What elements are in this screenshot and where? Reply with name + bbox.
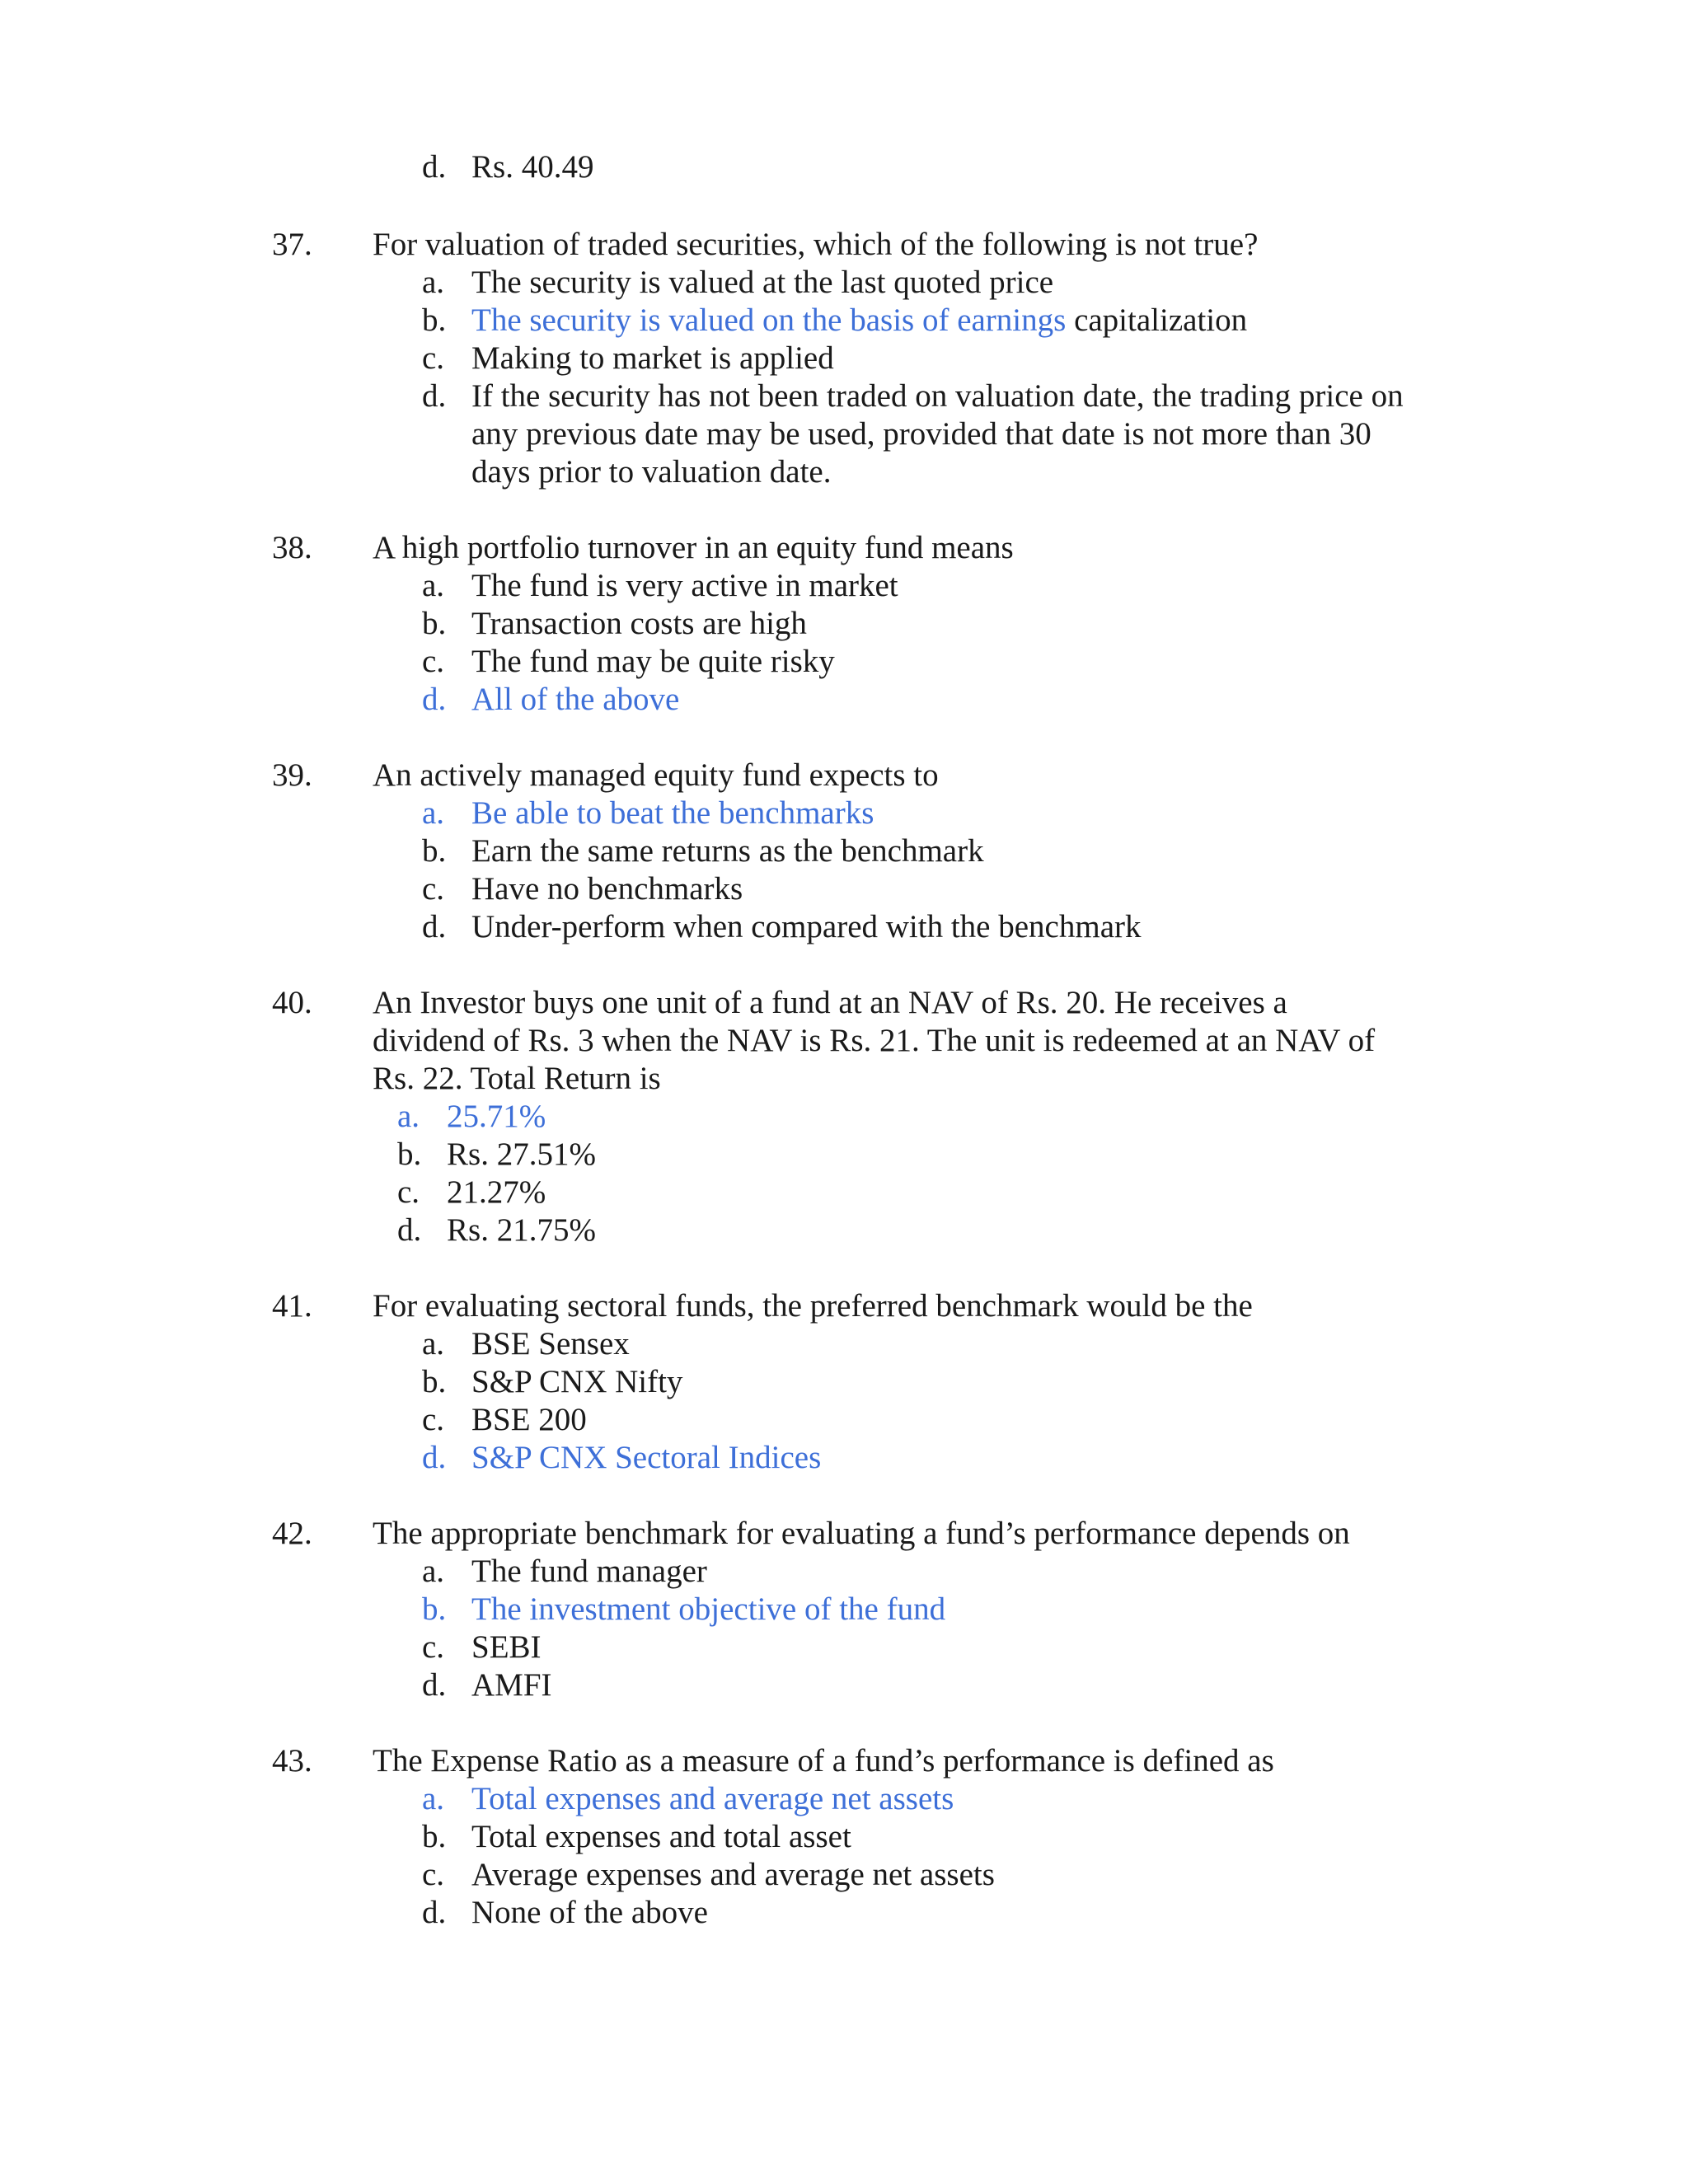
- option-text: The fund is very active in market: [471, 568, 898, 603]
- option-letter: a.: [422, 568, 445, 603]
- answer-highlight: Be able to beat the benchmarks: [471, 795, 874, 831]
- question-stem: The appropriate benchmark for evaluating a fund’s performance depends on: [373, 1516, 1350, 1551]
- question-stem: Rs. 22. Total Return is: [373, 1061, 661, 1096]
- option-letter: d.: [422, 682, 447, 717]
- question-stem: dividend of Rs. 3 when the NAV is Rs. 21. The unit is redeemed at an NAV of: [373, 1023, 1376, 1058]
- option-letter: d.: [422, 149, 447, 185]
- answer-highlight: The investment objective of the fund: [471, 1591, 946, 1627]
- option-text: Transaction costs are high: [471, 606, 807, 641]
- option-text: Under-perform when compared with the benchmark: [471, 909, 1142, 944]
- option-letter: c.: [422, 644, 445, 679]
- option-letter: a.: [422, 795, 445, 831]
- option-text: Rs. 27.51%: [447, 1137, 596, 1172]
- option-text: 21.27%: [447, 1174, 546, 1210]
- option-letter: b.: [422, 606, 447, 641]
- option-letter: d.: [422, 909, 447, 944]
- question-number: 37.: [272, 227, 312, 262]
- option-text: None of the above: [471, 1895, 708, 1930]
- option-text: If the security has not been traded on valuation date, the trading price on: [471, 378, 1404, 414]
- question-number: 41.: [272, 1288, 312, 1324]
- option-text: The security is valued at the last quoted price: [471, 265, 1054, 300]
- answer-highlight: 25.71%: [447, 1099, 546, 1134]
- option-letter: a.: [422, 1554, 445, 1589]
- option-letter: a.: [422, 265, 445, 300]
- option-letter: c.: [422, 1402, 445, 1437]
- option-letter: c.: [422, 1629, 445, 1665]
- option-letter: b.: [397, 1137, 422, 1172]
- option-text: Making to market is applied: [471, 340, 834, 376]
- option-letter: d.: [397, 1212, 422, 1248]
- question-number: 40.: [272, 985, 312, 1020]
- answer-highlight: The security is valued on the basis of earnings: [471, 302, 1067, 338]
- option-letter: a.: [397, 1099, 420, 1134]
- option-letter: b.: [422, 1819, 447, 1854]
- question-stem: For evaluating sectoral funds, the preferred benchmark would be the: [373, 1288, 1253, 1324]
- question-stem: The Expense Ratio as a measure of a fund’s performance is defined as: [373, 1743, 1274, 1779]
- option-text: Average expenses and average net assets: [471, 1857, 995, 1892]
- option-text: [471, 302, 1247, 340]
- option-letter: b.: [422, 1364, 447, 1399]
- question-stem: An Investor buys one unit of a fund at an NAV of Rs. 20. He receives a: [373, 985, 1287, 1020]
- option-text: BSE 200: [471, 1402, 587, 1437]
- option-text: The fund may be quite risky: [471, 644, 835, 679]
- option-text: SEBI: [471, 1629, 542, 1665]
- option-letter: c.: [422, 1857, 445, 1892]
- option-text: The fund manager: [471, 1554, 707, 1589]
- answer-highlight: Total expenses and average net assets: [471, 1781, 954, 1816]
- option-text-tail: capitalization: [1066, 302, 1248, 338]
- option-letter: c.: [422, 871, 445, 907]
- option-text: AMFI: [471, 1667, 552, 1703]
- question-stem: An actively managed equity fund expects to: [373, 757, 939, 793]
- option-letter: d.: [422, 378, 447, 414]
- option-text: Total expenses and total asset: [471, 1819, 851, 1854]
- option-text: BSE Sensex: [471, 1326, 630, 1361]
- option-letter: c.: [397, 1174, 420, 1210]
- question-number: 42.: [272, 1516, 312, 1551]
- option-text: Rs. 21.75%: [447, 1212, 596, 1248]
- option-text: Earn the same returns as the benchmark: [471, 833, 984, 869]
- option-letter: a.: [422, 1326, 445, 1361]
- option-letter: a.: [422, 1781, 445, 1816]
- option-letter: d.: [422, 1895, 447, 1930]
- option-text: S&P CNX Nifty: [471, 1364, 683, 1399]
- option-letter: c.: [422, 340, 445, 376]
- option-letter: d.: [422, 1440, 447, 1475]
- option-text: days prior to valuation date.: [471, 454, 832, 490]
- option-letter: b.: [422, 302, 447, 338]
- question-number: 43.: [272, 1743, 312, 1779]
- option-letter: b.: [422, 833, 447, 869]
- option-text: any previous date may be used, provided that date is not more than 30: [471, 416, 1372, 452]
- option-letter: d.: [422, 1667, 447, 1703]
- answer-highlight: S&P CNX Sectoral Indices: [471, 1440, 822, 1475]
- option-text: Have no benchmarks: [471, 871, 743, 907]
- question-stem: A high portfolio turnover in an equity fund means: [373, 530, 1014, 565]
- question-number: 38.: [272, 530, 312, 565]
- question-number: 39.: [272, 757, 312, 793]
- question-stem: For valuation of traded securities, which of the following is not true?: [373, 227, 1259, 262]
- option-text: Rs. 40.49: [471, 149, 594, 185]
- option-letter: b.: [422, 1591, 447, 1627]
- answer-highlight: All of the above: [471, 682, 680, 717]
